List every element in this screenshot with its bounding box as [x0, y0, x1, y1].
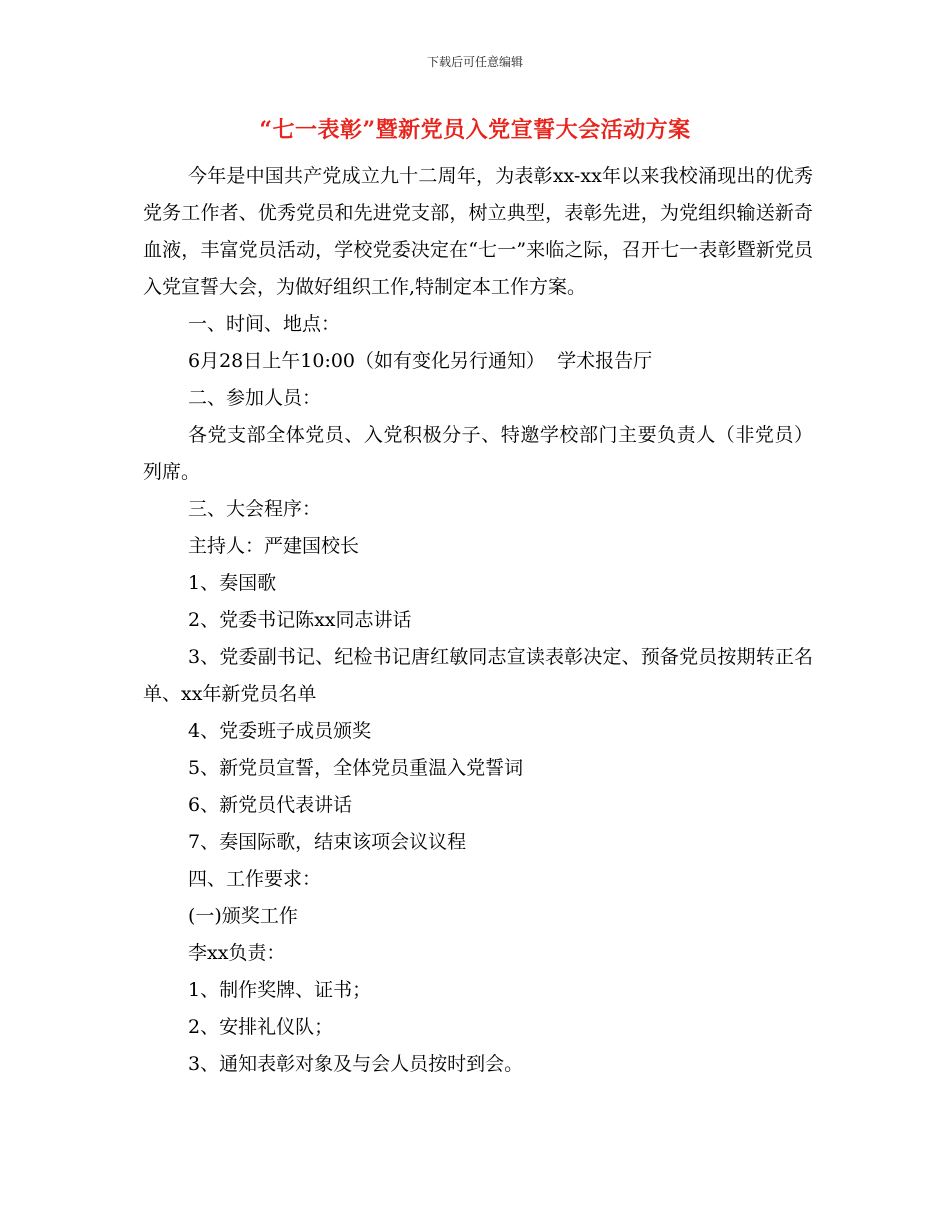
procedure-step: 4、党委班子成员颁奖 — [188, 720, 372, 742]
awards-item: 1、制作奖牌、证书； — [188, 979, 372, 1001]
procedure-host: 主持人：严建国校长 — [188, 535, 360, 557]
intro-paragraph: 今年是中国共产党成立九十二周年，为表彰xx-xx年以来我校涌现出的优秀党务工作者、优秀党员和先进党支部，树立典型，表彰先进，为党组织输送新奇血液，丰富党员活动，学校党委决定在“七一”来临之际，召开七一表彰暨新党员入党宣誓大会，为做好组织工作,特制定本工作方案。 — [143, 165, 813, 298]
procedure-step: 5、新党员宣誓，全体党员重温入党誓词 — [188, 757, 524, 779]
awards-item: 3、通知表彰对象及与会人员按时到会。 — [188, 1053, 524, 1075]
section-heading-requirements: 四、工作要求： — [188, 868, 322, 890]
section-heading-time-place: 一、时间、地点： — [188, 313, 341, 335]
awards-owner: 李xx负责： — [188, 942, 286, 964]
procedure-step: 1、奏国歌 — [188, 572, 277, 594]
procedure-step: 3、党委副书记、纪检书记唐红敏同志宣读表彰决定、预备党员按期转正名单、xx年新党员名单 — [143, 646, 813, 705]
section-heading-procedure: 三、大会程序： — [188, 498, 322, 520]
document-title: “七一表彰”暨新党员入党宣誓大会活动方案 — [259, 117, 691, 143]
procedure-step: 7、奏国际歌，结束该项会议议程 — [188, 831, 467, 853]
section-heading-attendees: 二、参加人员： — [188, 387, 322, 409]
awards-item: 2、安排礼仪队； — [188, 1016, 334, 1038]
subsection-heading-awards: (一)颁奖工作 — [188, 905, 298, 927]
time-place-content: 6月28日上午10:00（如有变化另行通知） 学术报告厅 — [188, 350, 653, 372]
document-body — [143, 158, 813, 1083]
procedure-step: 6、新党员代表讲话 — [188, 794, 353, 816]
procedure-step: 2、党委书记陈xx同志讲话 — [188, 609, 412, 631]
attendees-content: 各党支部全体党员、入党积极分子、特邀学校部门主要负责人（非党员）列席。 — [143, 424, 813, 483]
header-note: 下载后可任意编辑 — [426, 55, 523, 69]
